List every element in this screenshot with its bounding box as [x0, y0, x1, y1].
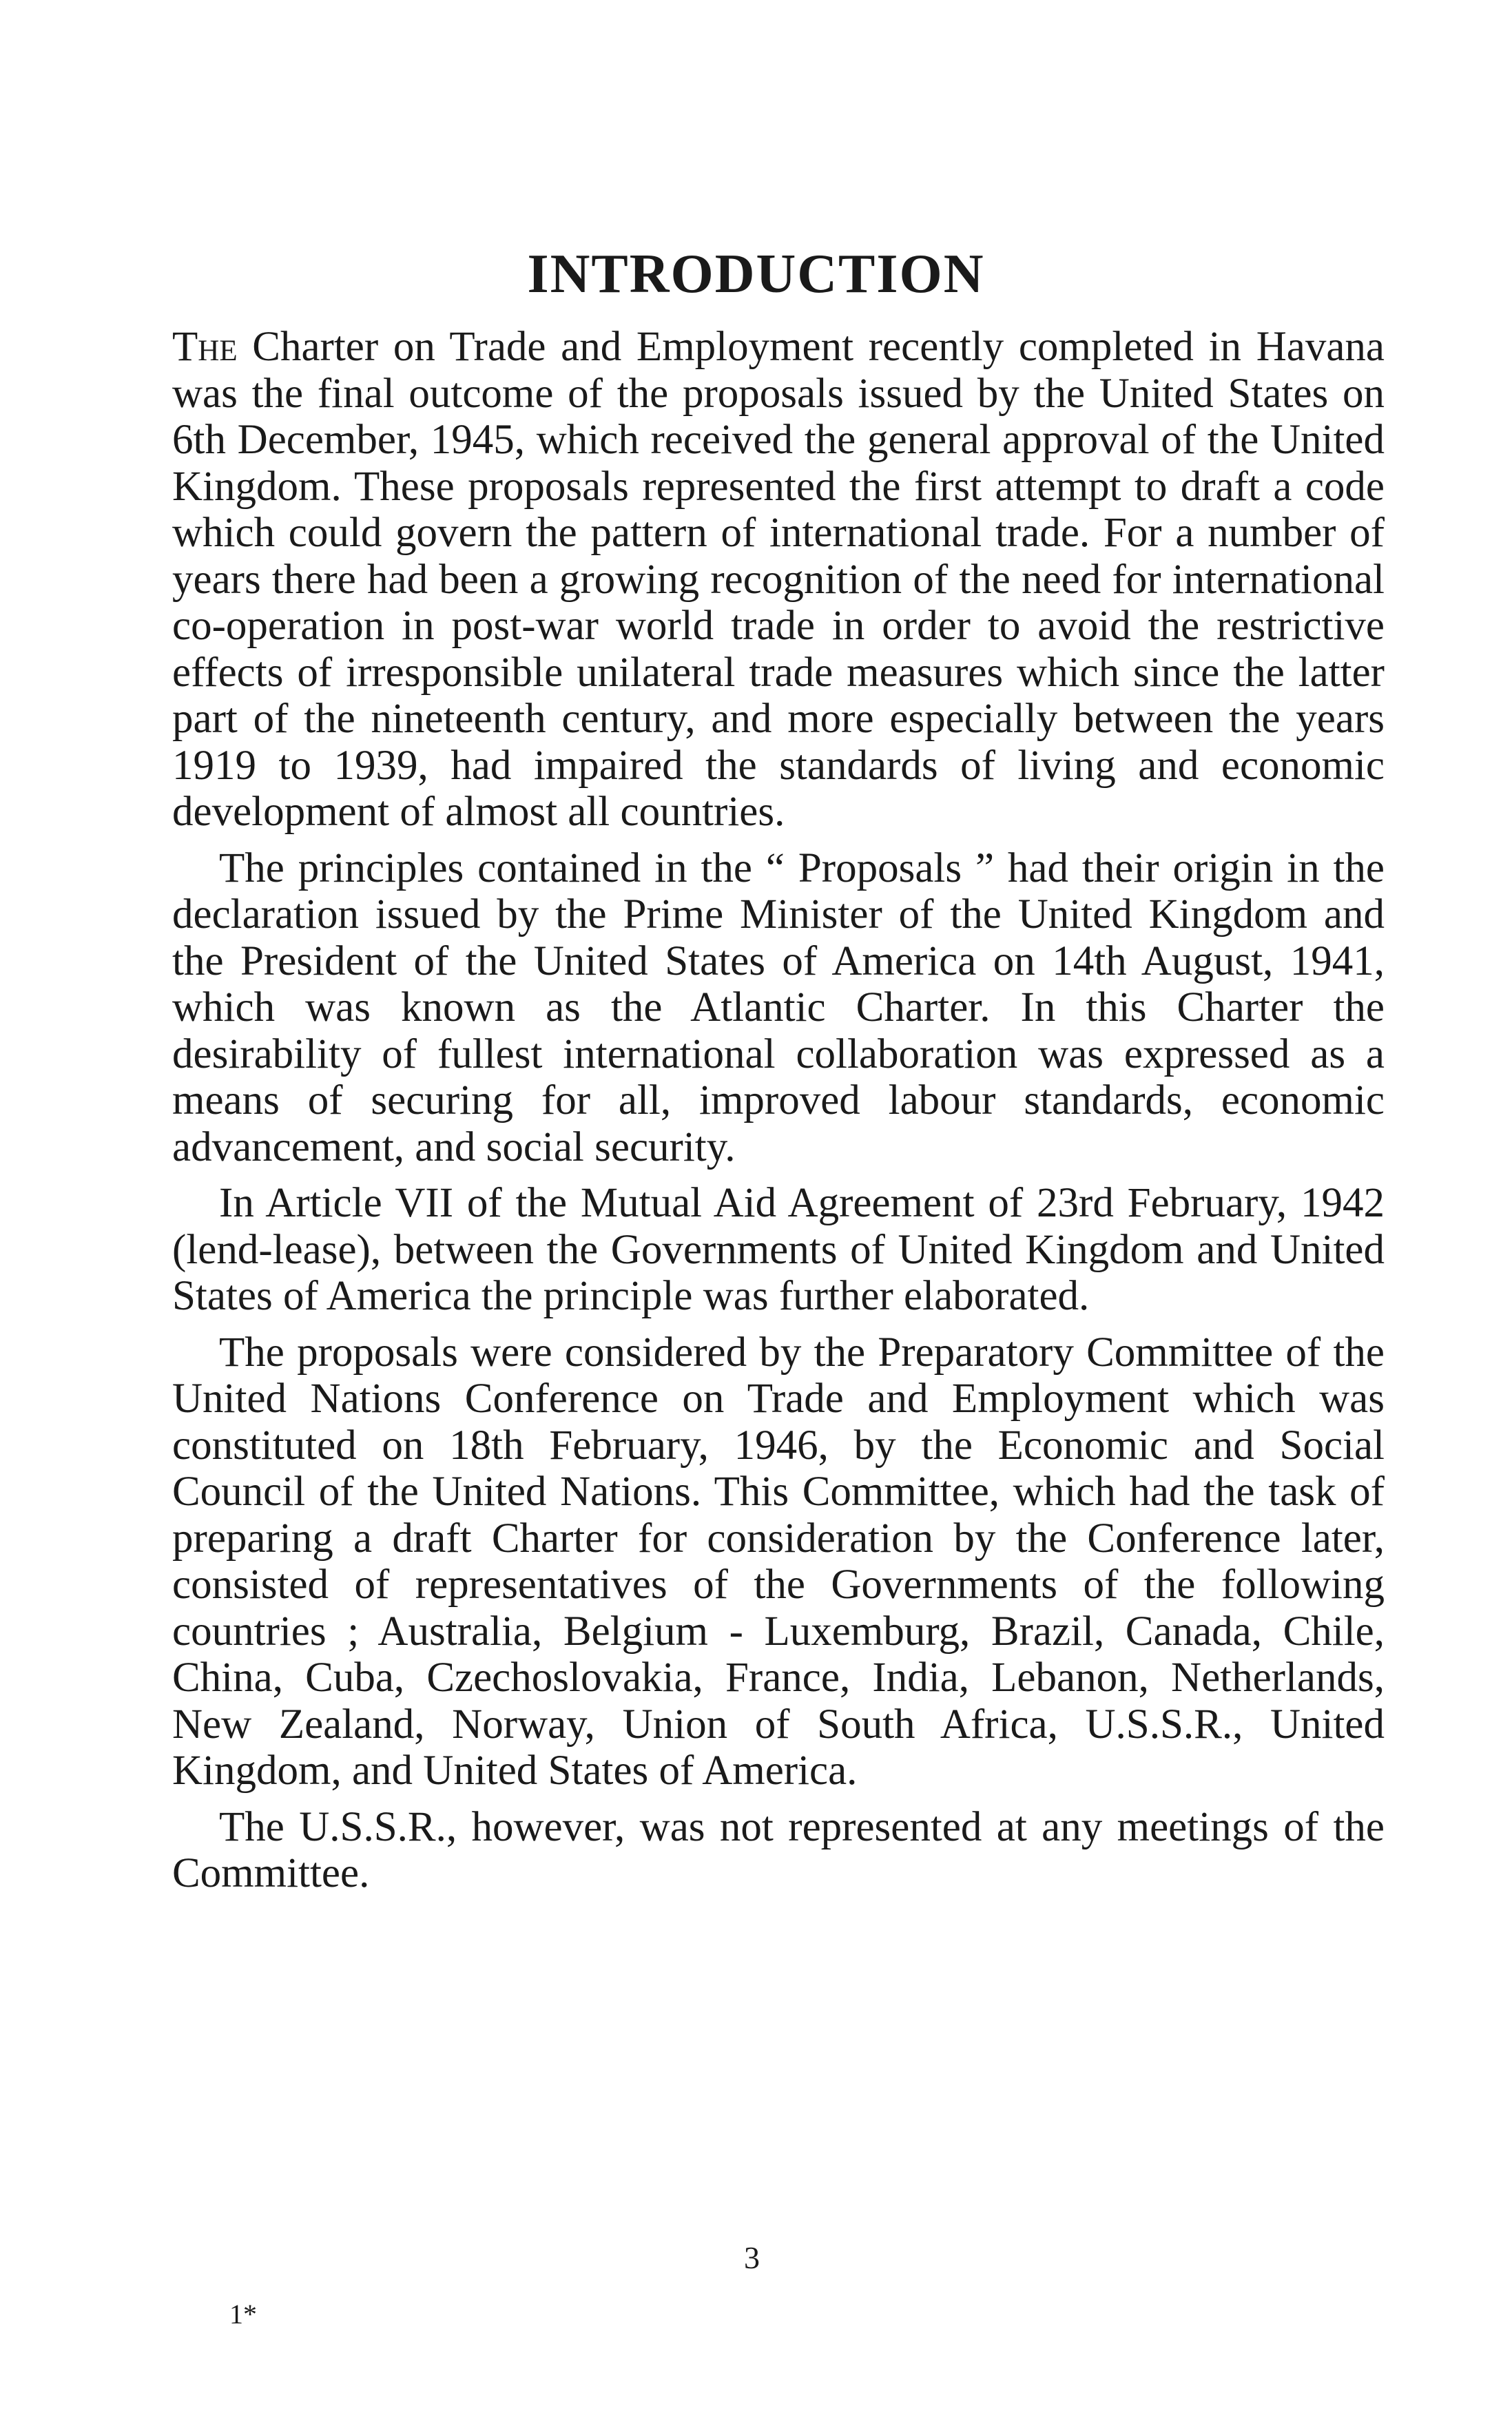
body-text	[172, 324, 1385, 1907]
paragraph-1-lead: The	[172, 324, 238, 370]
paragraph-1-text: Charter on Trade and Employment recently completed in Havana was the final outcome of the proposals issued by the United States on 6th December, 1945, which received the general approval of the United Kingdom. These proposals represented the first attempt to draft a code which could govern the pattern of international trade. For a number of years there had been a growing recognition of the need for international co-operation in post-war world trade in order to avoid the restrictive effects of irresponsible unilateral trade measures which since the latter part of the nineteenth century, and more especially between the years 1919 to 1939, had impaired the standards of living and economic development of almost all countries.	[172, 324, 1385, 835]
signature-mark: 1*	[229, 2299, 257, 2330]
paragraph-5: The U.S.S.R., however, was not represented at any meetings of the Committee.	[172, 1803, 1385, 1896]
paragraph-4: The proposals were considered by the Preparatory Committee of the United Nations Conference on Trade and Employment which was constituted on 18th February, 1946, by the Economic and Social Council of the United Nations. This Committee, which had the task of preparing a draft Charter for consideration by the Conference later, consisted of representatives of the Governments of the following countries ; Australia, Belgium - Luxemburg, Brazil, Canada, Chile, China, Cuba, Czechoslovakia, France, India, Lebanon, Netherlands, New Zealand, Norway, Union of South Africa, U.S.S.R., United Kingdom, and United States of America.	[172, 1329, 1385, 1794]
paragraph-2: The principles contained in the “ Proposals ” had their origin in the declaration issued by the Prime Minister of the United Kingdom and the President of the United States of America on 14th August, 1941, which was known as the Atlantic Charter. In this Charter the desirability of fullest international collaboration was expressed as a means of securing for all, improved labour standards, economic advancement, and social security.	[172, 845, 1385, 1170]
paragraph-3: In Article VII of the Mutual Aid Agreement of 23rd February, 1942 (lend-lease), between the Governments of United Kingdom and United States of America the principle was further elaborated.	[172, 1180, 1385, 1319]
page-number: 3	[744, 2240, 760, 2275]
paragraph-1	[172, 324, 1385, 836]
page-title: INTRODUCTION	[527, 244, 985, 304]
